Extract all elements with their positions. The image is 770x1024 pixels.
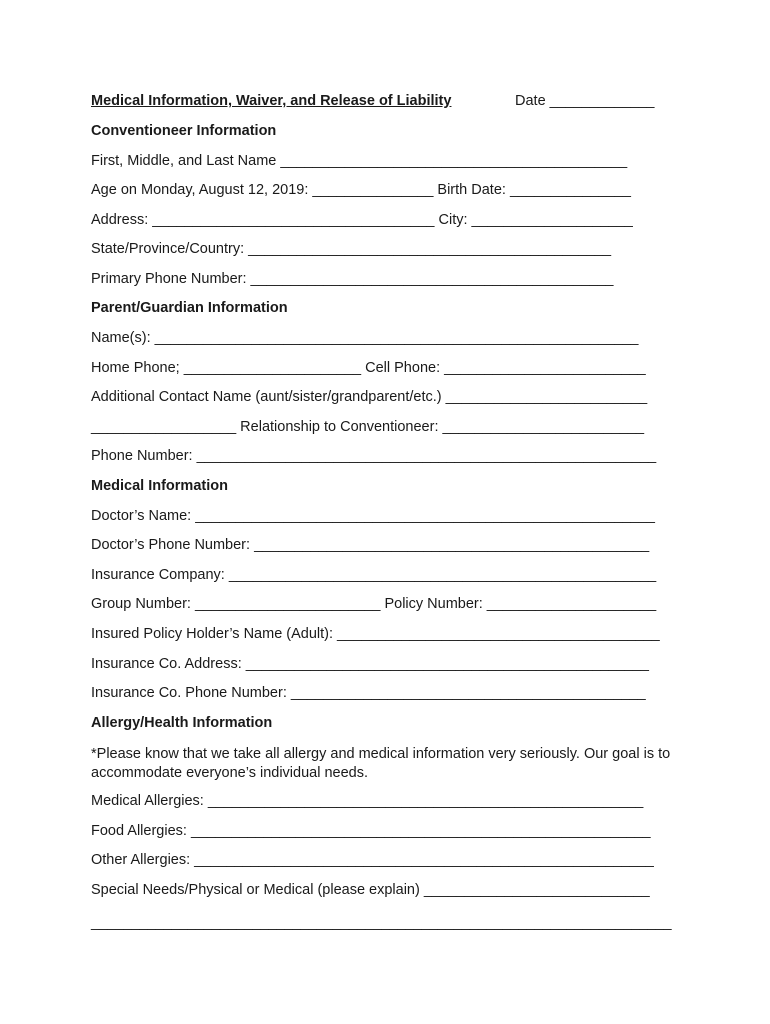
food-allergies-field[interactable]: Food Allergies: _________________________________________________________ bbox=[91, 823, 651, 839]
address-city-field[interactable]: Address: ___________________________________ City: ____________________ bbox=[91, 212, 633, 228]
state-province-country-field[interactable]: State/Province/Country: _____________________________________________ bbox=[91, 241, 612, 257]
section-heading-allergy: Allergy/Health Information bbox=[91, 715, 273, 731]
section-heading-medical: Medical Information bbox=[91, 478, 228, 494]
contact-phone-field[interactable]: Phone Number: _________________________________________________________ bbox=[91, 448, 657, 464]
date-field[interactable]: Date _____________ bbox=[515, 93, 655, 109]
guardian-names-field[interactable]: Name(s): ____________________________________________________________ bbox=[91, 330, 639, 346]
doctor-phone-field[interactable]: Doctor’s Phone Number: _________________________________________________ bbox=[91, 537, 650, 553]
doctor-name-field[interactable]: Doctor’s Name: _________________________________________________________ bbox=[91, 508, 655, 524]
relationship-field[interactable]: __________________ Relationship to Conventioneer: _________________________ bbox=[91, 419, 645, 435]
policy-holder-field[interactable]: Insured Policy Holder’s Name (Adult): ________________________________________ bbox=[91, 626, 660, 642]
special-needs-extra-line[interactable]: ________________________________________________________________________ bbox=[91, 915, 672, 931]
medical-allergies-field[interactable]: Medical Allergies: ______________________________________________________ bbox=[91, 793, 644, 809]
primary-phone-field[interactable]: Primary Phone Number: _____________________________________________ bbox=[91, 271, 614, 287]
allergy-note: *Please know that we take all allergy and medical information very seriously. Our goal is to accommodate everyone’s individual needs. bbox=[91, 746, 671, 781]
insurance-company-field[interactable]: Insurance Company: _____________________________________________________ bbox=[91, 567, 657, 583]
additional-contact-field[interactable]: Additional Contact Name (aunt/sister/grandparent/etc.) _________________________ bbox=[91, 389, 648, 405]
group-policy-number-field[interactable]: Group Number: _______________________ Policy Number: _____________________ bbox=[91, 596, 657, 612]
insurance-phone-field[interactable]: Insurance Co. Phone Number: ____________________________________________ bbox=[91, 685, 646, 701]
form-title: Medical Information, Waiver, and Release of Liability bbox=[91, 93, 452, 109]
other-allergies-field[interactable]: Other Allergies: _________________________________________________________ bbox=[91, 852, 654, 868]
full-name-field[interactable]: First, Middle, and Last Name ___________________________________________ bbox=[91, 153, 628, 169]
header-row bbox=[91, 93, 671, 113]
special-needs-field[interactable]: Special Needs/Physical or Medical (please explain) ____________________________ bbox=[91, 882, 650, 898]
insurance-address-field[interactable]: Insurance Co. Address: __________________________________________________ bbox=[91, 656, 649, 672]
section-heading-guardian: Parent/Guardian Information bbox=[91, 300, 288, 316]
age-birthdate-field[interactable]: Age on Monday, August 12, 2019: _______________ Birth Date: _______________ bbox=[91, 182, 631, 198]
home-cell-phone-field[interactable]: Home Phone; ______________________ Cell Phone: _________________________ bbox=[91, 360, 646, 376]
section-heading-conventioneer: Conventioneer Information bbox=[91, 123, 277, 139]
